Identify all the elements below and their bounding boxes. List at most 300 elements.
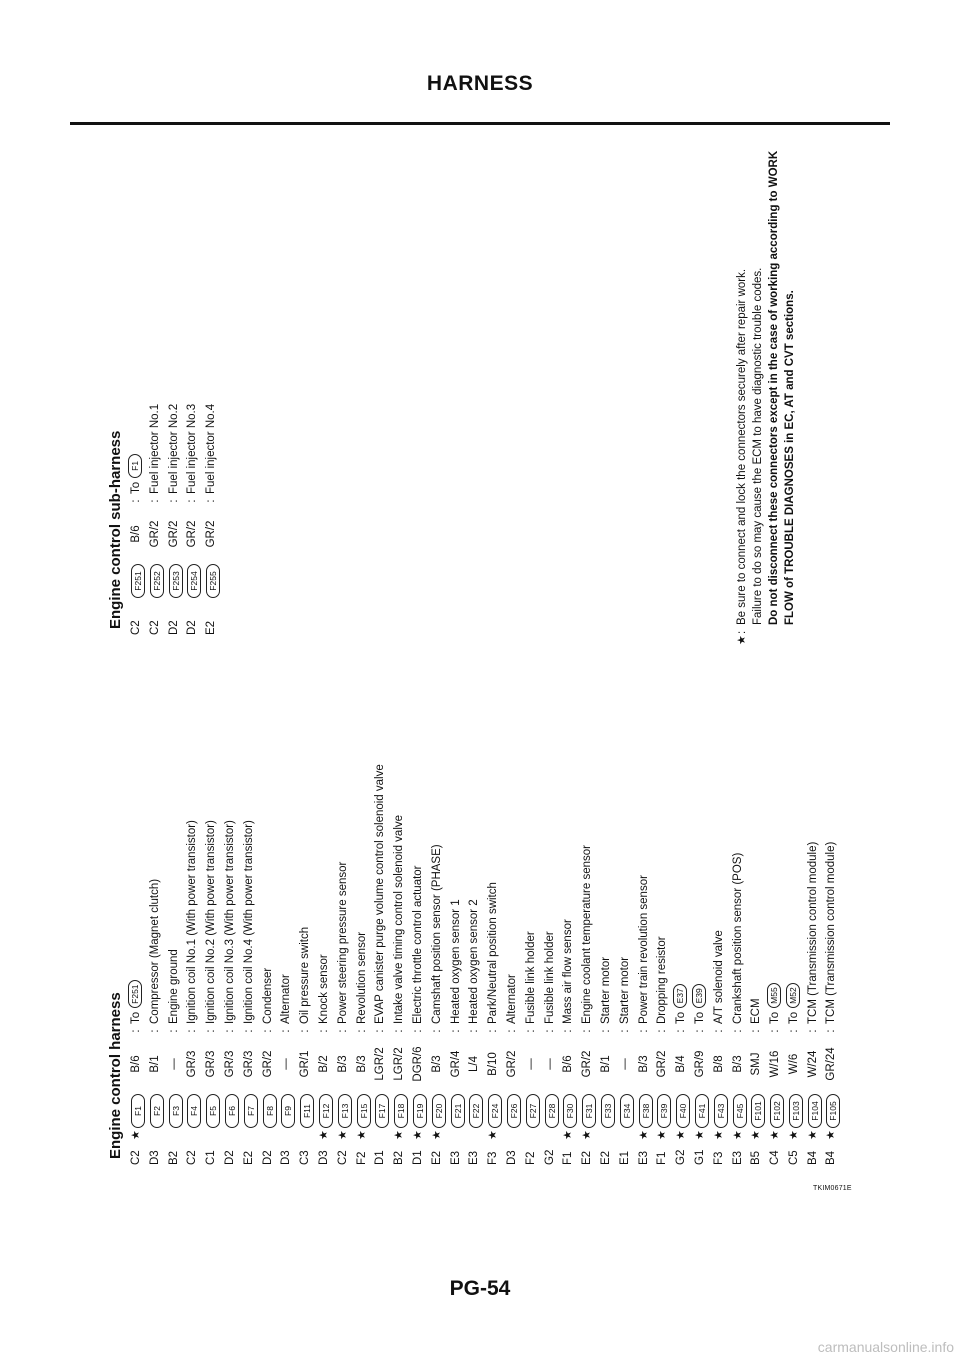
connector-description — [127, 980, 146, 1024]
star-icon: ★ — [411, 1130, 424, 1140]
star-icon: ★ — [487, 1130, 500, 1140]
connector-color: — — [167, 1058, 180, 1070]
star-icon: ★ — [806, 1130, 819, 1140]
connector-color: GR/2 — [581, 1050, 594, 1078]
grid-location: F1 — [656, 1151, 669, 1165]
connector-id: F102 — [770, 1094, 784, 1128]
connector-id: F8 — [263, 1094, 277, 1128]
connector-row — [672, 425, 691, 1165]
note-bold-text: Do not disconnect these connectors except in the case of working according to WORK FLOW of TROUBLE DIAGNOSES in EC, AT and CVT sections. — [768, 150, 796, 625]
connector-description — [822, 842, 841, 1024]
description-text: Intake valve timing control solenoid valve — [393, 814, 406, 1024]
connector-row — [353, 425, 372, 1165]
connector-color: B/6 — [562, 1055, 575, 1073]
connector-id: F18 — [394, 1094, 408, 1128]
grid-location: B4 — [825, 1150, 838, 1165]
description-text: EVAP canister purge volume control solenoid valve — [374, 764, 387, 1024]
description-text: Fuel injector No.2 — [167, 403, 180, 494]
connector-description — [541, 931, 560, 1024]
description-text: Heated oxygen sensor 2 — [468, 899, 481, 1024]
connector-id: F7 — [244, 1094, 258, 1128]
separator-colon: : — [167, 1029, 180, 1033]
connector-id: F28 — [545, 1094, 559, 1128]
connector-id: F2 — [150, 1094, 164, 1128]
connector-badge — [768, 1093, 781, 1128]
connector-badge — [655, 1093, 668, 1128]
connector-badge — [167, 563, 180, 598]
grid-location: B2 — [393, 1150, 406, 1165]
connector-description — [259, 968, 278, 1024]
description-text: Alternator — [280, 974, 293, 1024]
connector-id: F38 — [639, 1094, 653, 1128]
page-number: PG-54 — [449, 1277, 511, 1300]
star-icon: ★ — [675, 1130, 688, 1140]
separator-colon: : — [750, 1029, 763, 1033]
description-text: Starter motor — [618, 956, 631, 1024]
connector-badge — [129, 1093, 142, 1128]
description-text: ECM — [750, 998, 763, 1024]
connector-description — [522, 931, 541, 1024]
connector-color: — — [524, 1058, 537, 1070]
separator-colon: : — [205, 1029, 218, 1033]
separator-colon: : — [186, 499, 199, 503]
star-icon: ★ — [581, 1130, 594, 1140]
grid-location: D2 — [223, 1150, 236, 1165]
grid-location: F3 — [487, 1151, 500, 1165]
connector-color: B/3 — [430, 1055, 443, 1073]
description-text: Fusible link holder — [524, 931, 537, 1024]
connector-row — [484, 425, 503, 1165]
connector-color: — — [543, 1058, 556, 1070]
connector-id: F251 — [131, 564, 145, 598]
connector-description — [766, 983, 785, 1024]
note-line: Be sure to connect and lock the connectors securely after repair work. — [736, 268, 748, 625]
connector-badge — [279, 1093, 292, 1128]
connector-description — [710, 930, 729, 1024]
connector-badge — [355, 1093, 368, 1128]
connector-id: F13 — [338, 1094, 352, 1128]
description-text: Fuel injector No.3 — [186, 403, 199, 494]
separator-colon: : — [675, 1029, 688, 1033]
connector-row — [202, 235, 221, 635]
grid-location: E3 — [731, 1150, 744, 1165]
connector-id: F26 — [507, 1094, 521, 1128]
connector-badge — [806, 1093, 819, 1128]
grid-location: E2 — [205, 620, 218, 635]
connector-id: F17 — [375, 1094, 389, 1128]
connector-id: F5 — [206, 1094, 220, 1128]
connector-row — [390, 425, 409, 1165]
connector-id: F1 — [131, 1094, 145, 1128]
description-text: To — [693, 1011, 706, 1024]
connector-row — [428, 425, 447, 1165]
connector-id: F43 — [714, 1094, 728, 1128]
separator-colon: : — [637, 1029, 650, 1033]
separator-colon: : — [299, 1029, 312, 1033]
connector-color: B/6 — [130, 525, 142, 543]
connector-badge — [185, 563, 198, 598]
grid-location: G2 — [675, 1149, 688, 1165]
connector-description — [428, 844, 447, 1024]
connector-id: F12 — [319, 1094, 333, 1128]
connector-badge — [317, 1093, 330, 1128]
connector-color: GR/9 — [693, 1050, 706, 1078]
connector-badge — [712, 1093, 725, 1128]
connector-row — [522, 425, 541, 1165]
connector-color: GR/2 — [656, 1050, 669, 1078]
connector-color: L/4 — [468, 1056, 481, 1072]
star-icon: ★ — [693, 1130, 706, 1140]
connector-description — [597, 957, 616, 1024]
grid-location: G2 — [543, 1149, 556, 1165]
connector-color: B/3 — [731, 1055, 744, 1073]
connector-badge — [148, 1093, 161, 1128]
separator-colon: : — [336, 1029, 349, 1033]
connector-badge — [430, 1093, 443, 1128]
description-text: Ignition coil No.3 (With power transistor) — [223, 820, 236, 1024]
separator-colon: : — [769, 1029, 782, 1033]
description-text: Ignition coil No.2 (With power transistor) — [205, 820, 218, 1024]
description-text: Ignition coil No.4 (With power transistor) — [242, 820, 255, 1024]
connector-badge — [618, 1093, 631, 1128]
separator-colon: : — [317, 1029, 330, 1033]
grid-location: D2 — [186, 620, 199, 635]
connector-badge — [731, 1093, 744, 1128]
connector-row — [710, 425, 729, 1165]
connector-id: F19 — [413, 1094, 427, 1128]
grid-location: F2 — [524, 1151, 537, 1165]
description-text: Power train revolution sensor — [637, 875, 650, 1024]
connector-id: F104 — [808, 1094, 822, 1128]
grid-location: C2 — [148, 620, 161, 635]
connector-badge — [223, 1093, 236, 1128]
connector-color: B/4 — [675, 1055, 688, 1073]
separator-colon: : — [599, 1029, 612, 1033]
connector-row — [559, 425, 578, 1165]
connector-badge — [561, 1093, 574, 1128]
grid-location: C2 — [130, 1150, 142, 1165]
description-text: Power steering pressure sensor — [336, 861, 349, 1024]
connector-color: LGR/2 — [374, 1047, 387, 1081]
separator-colon: : — [618, 1029, 631, 1033]
connector-description — [691, 984, 710, 1024]
grid-location: C2 — [186, 1150, 199, 1165]
connector-id: F9 — [281, 1094, 295, 1128]
grid-location: C4 — [769, 1150, 782, 1165]
connector-color: W/24 — [806, 1050, 819, 1078]
description-text: Park/Neutral position switch — [487, 882, 500, 1024]
grid-location: E3 — [468, 1150, 481, 1165]
connector-row — [183, 235, 202, 635]
grid-location: C2 — [130, 620, 142, 635]
description-text: TCM (Transmission control module) — [825, 841, 838, 1024]
grid-location: B4 — [806, 1150, 819, 1165]
connector-description — [804, 842, 823, 1024]
connector-row — [240, 425, 259, 1165]
reference-connector: M55 — [767, 983, 781, 1008]
description-text: TCM (Transmission control module) — [806, 841, 819, 1024]
reference-connector: E37 — [673, 984, 687, 1008]
connector-description — [334, 862, 353, 1024]
connector-color: GR/1 — [299, 1050, 312, 1078]
separator-colon: : — [393, 1029, 406, 1033]
description-text: A/T solenoid valve — [712, 930, 725, 1024]
connector-color: GR/3 — [223, 1050, 236, 1078]
star-icon: ★ — [769, 1130, 782, 1140]
connector-id: F40 — [676, 1094, 690, 1128]
connector-color: B/8 — [712, 1055, 725, 1073]
connector-row — [822, 425, 841, 1165]
grid-location: E2 — [242, 1150, 255, 1165]
connector-color: SMJ — [750, 1052, 763, 1076]
connector-color: W/16 — [769, 1050, 782, 1078]
connector-description — [296, 927, 315, 1024]
grid-location: C5 — [787, 1150, 800, 1165]
connector-id: F34 — [620, 1094, 634, 1128]
connector-description — [315, 954, 334, 1024]
connector-badge — [204, 1093, 217, 1128]
connector-color: GR/3 — [205, 1050, 218, 1078]
connector-color: LGR/2 — [393, 1047, 406, 1081]
description-text: Compressor (Magnet clutch) — [148, 878, 161, 1024]
figure-id: TKIM0671E — [813, 1185, 852, 1192]
star-icon: ★ — [130, 1130, 142, 1140]
connector-id: F253 — [169, 564, 183, 598]
connector-row — [315, 425, 334, 1165]
reference-connector: E39 — [692, 984, 706, 1008]
connector-color: GR/4 — [449, 1050, 462, 1078]
grid-location: F3 — [712, 1151, 725, 1165]
connector-description — [183, 820, 202, 1024]
connector-description — [202, 820, 221, 1024]
grid-location: G1 — [693, 1149, 706, 1165]
connector-id: F22 — [469, 1094, 483, 1128]
reference-connector: M52 — [786, 983, 800, 1008]
separator-colon: : — [787, 1029, 800, 1033]
description-text: Mass air flow sensor — [562, 919, 575, 1024]
connector-description — [390, 815, 409, 1024]
page-title: HARNESS — [426, 72, 534, 95]
separator-colon: : — [731, 1029, 744, 1033]
description-text: Condenser — [261, 967, 274, 1024]
connector-badge — [693, 1093, 706, 1128]
connector-description — [465, 899, 484, 1024]
connector-color: GR/3 — [186, 1050, 199, 1078]
separator-colon: : — [487, 1029, 500, 1033]
separator-colon: : — [355, 1029, 368, 1033]
description-text: Crankshaft position sensor (POS) — [731, 852, 744, 1024]
separator-colon: : — [712, 1029, 725, 1033]
connector-badge — [449, 1093, 462, 1128]
connector-color: GR/2 — [261, 1050, 274, 1078]
rotated-content — [105, 125, 865, 1165]
connector-description — [127, 454, 146, 494]
description-text: Fuel injector No.4 — [205, 403, 218, 494]
connector-description — [578, 845, 597, 1024]
connector-color: GR/2 — [505, 1050, 518, 1078]
connector-badge — [749, 1093, 762, 1128]
connector-id: F21 — [451, 1094, 465, 1128]
connector-description — [653, 936, 672, 1024]
connector-badge — [298, 1093, 311, 1128]
connector-color: GR/2 — [205, 520, 218, 548]
connector-row — [691, 425, 710, 1165]
connector-description — [277, 974, 296, 1024]
connector-id: F24 — [488, 1094, 502, 1128]
connector-color: — — [280, 1058, 293, 1070]
connector-description — [672, 984, 691, 1024]
connector-color: B/1 — [148, 1055, 161, 1073]
connector-id: F39 — [657, 1094, 671, 1128]
star-icon: ★ — [317, 1130, 330, 1140]
grid-location: E2 — [599, 1150, 612, 1165]
separator-colon: : — [411, 1029, 424, 1033]
connector-id: F101 — [751, 1094, 765, 1128]
description-text: Revolution sensor — [355, 931, 368, 1024]
connector-badge — [580, 1093, 593, 1128]
connector-id: F33 — [601, 1094, 615, 1128]
connector-badge — [373, 1093, 386, 1128]
description-text: To — [769, 1011, 782, 1024]
connector-description — [409, 865, 428, 1024]
connector-description — [447, 899, 466, 1024]
separator-colon: : — [543, 1029, 556, 1033]
connector-description — [353, 932, 372, 1024]
separator-colon: : — [242, 1029, 255, 1033]
grid-location: E3 — [449, 1150, 462, 1165]
connector-color: W/6 — [787, 1053, 800, 1075]
grid-location: D3 — [317, 1150, 330, 1165]
grid-location: E1 — [618, 1150, 631, 1165]
connector-description — [183, 404, 202, 494]
connector-row — [653, 425, 672, 1165]
connector-id: F30 — [563, 1094, 577, 1128]
connector-id: F4 — [187, 1094, 201, 1128]
reference-connector: F251 — [128, 980, 142, 1007]
connector-description — [635, 875, 654, 1024]
connector-badge — [486, 1093, 499, 1128]
connector-list — [127, 235, 221, 635]
grid-location: E2 — [581, 1150, 594, 1165]
connector-description — [729, 853, 748, 1024]
connector-row — [127, 235, 146, 635]
connector-id: F255 — [206, 564, 220, 598]
separator-colon: : — [148, 1029, 161, 1033]
connector-badge — [242, 1093, 255, 1128]
separator-colon: : — [186, 1029, 199, 1033]
grid-location: B5 — [750, 1150, 763, 1165]
description-text: Ignition coil No.1 (With power transistor) — [186, 820, 199, 1024]
section-title: Engine control harness — [107, 992, 124, 1159]
separator-colon: : — [130, 1029, 142, 1033]
connector-color: B/1 — [599, 1055, 612, 1073]
grid-location: E2 — [430, 1150, 443, 1165]
connector-color: GR/2 — [186, 520, 199, 548]
connector-id: F3 — [169, 1094, 183, 1128]
connector-color: GR/2 — [148, 520, 161, 548]
connector-row — [371, 425, 390, 1165]
connector-badge — [674, 1093, 687, 1128]
connector-row — [616, 425, 635, 1165]
connector-row — [541, 425, 560, 1165]
grid-location: F1 — [562, 1151, 575, 1165]
grid-location: D1 — [374, 1150, 387, 1165]
connector-color: GR/24 — [825, 1047, 838, 1081]
connector-id: F6 — [225, 1094, 239, 1128]
star-icon: ★ — [393, 1130, 406, 1140]
connector-color: B/3 — [637, 1055, 650, 1073]
description-text: Engine coolant temperature sensor — [581, 845, 594, 1024]
star-icon: ★ — [562, 1130, 575, 1140]
star-icon: ★ — [656, 1130, 669, 1140]
connector-description — [146, 404, 165, 494]
connector-badge — [392, 1093, 405, 1128]
watermark: carmanualsonline.info — [817, 1339, 954, 1355]
connector-color: B/10 — [487, 1052, 500, 1076]
connector-description — [165, 949, 184, 1024]
separator-colon: : — [280, 1029, 293, 1033]
connector-id: F11 — [300, 1094, 314, 1128]
connector-id: F252 — [150, 564, 164, 598]
connector-id: F45 — [733, 1094, 747, 1128]
description-text: To — [130, 481, 142, 494]
connector-badge — [336, 1093, 349, 1128]
description-text: Fuel injector No.1 — [148, 403, 161, 494]
connector-badge — [467, 1093, 480, 1128]
connector-row — [804, 425, 823, 1165]
connector-row — [165, 235, 184, 635]
connector-badge — [599, 1093, 612, 1128]
connector-row — [597, 425, 616, 1165]
grid-location: D2 — [261, 1150, 274, 1165]
connector-badge — [543, 1093, 556, 1128]
connector-color: B/2 — [317, 1055, 330, 1073]
connector-badge — [185, 1093, 198, 1128]
connector-description — [221, 820, 240, 1024]
grid-location: B2 — [167, 1150, 180, 1165]
grid-location: D2 — [167, 620, 180, 635]
connector-description — [146, 879, 165, 1024]
separator-colon: : — [806, 1029, 819, 1033]
connector-row — [277, 425, 296, 1165]
connector-description — [484, 882, 503, 1024]
grid-location: C3 — [299, 1150, 312, 1165]
description-text: Dropping resistor — [656, 936, 669, 1024]
connector-id: F27 — [526, 1094, 540, 1128]
connector-badge — [261, 1093, 274, 1128]
description-text: Camshaft position sensor (PHASE) — [430, 844, 443, 1024]
connector-badge — [411, 1093, 424, 1128]
connector-description — [503, 974, 522, 1024]
connector-row — [465, 425, 484, 1165]
separator-colon: : — [167, 499, 180, 503]
connector-color: DGR/6 — [411, 1046, 424, 1082]
description-text: Knock sensor — [317, 954, 330, 1024]
grid-location: D3 — [505, 1150, 518, 1165]
connector-color: GR/2 — [167, 520, 180, 548]
connector-description — [616, 957, 635, 1024]
connector-row — [221, 425, 240, 1165]
connector-row — [296, 425, 315, 1165]
star-icon: ★ — [637, 1130, 650, 1140]
connector-id: F31 — [582, 1094, 596, 1128]
connector-color: — — [618, 1058, 631, 1070]
connector-row — [259, 425, 278, 1165]
connector-description — [202, 404, 221, 494]
separator-colon: : — [825, 1029, 838, 1033]
connector-description — [747, 998, 766, 1024]
connector-id: F15 — [357, 1094, 371, 1128]
